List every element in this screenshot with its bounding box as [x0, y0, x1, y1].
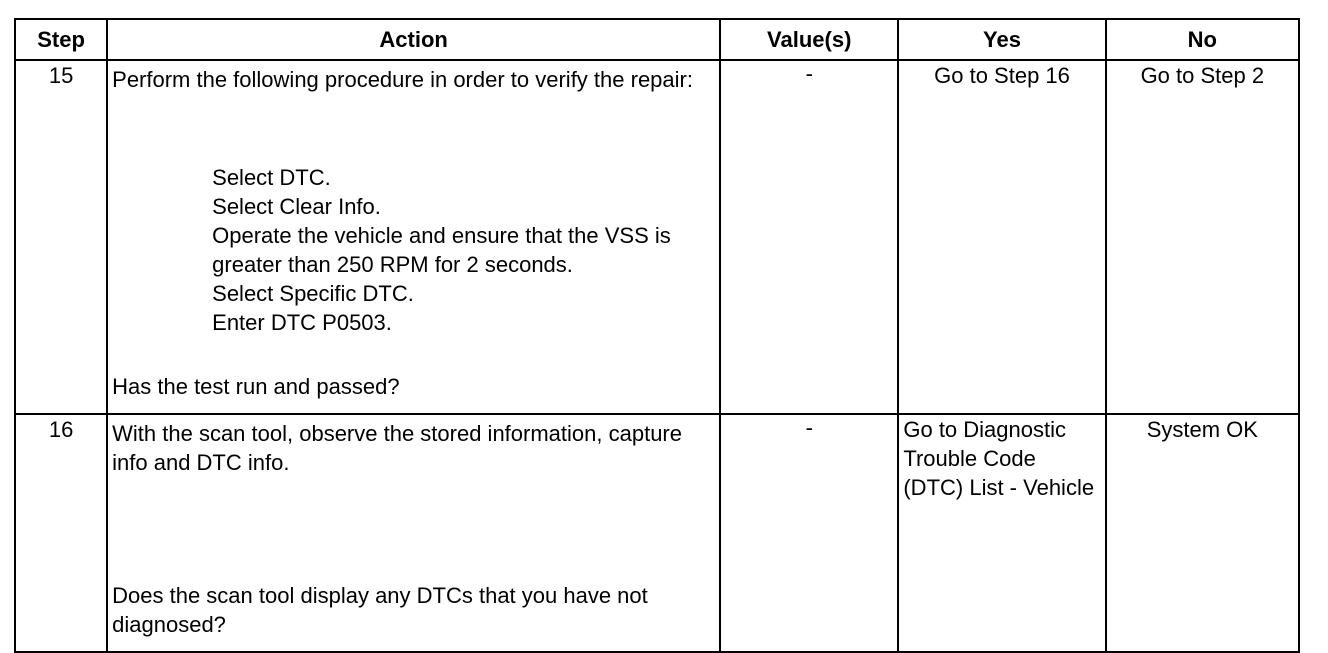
- procedure-step: Select Clear Info.: [212, 194, 381, 219]
- diagnostic-table: [14, 18, 1300, 653]
- value-text: -: [805, 61, 813, 86]
- header-yes: Yes: [898, 19, 1105, 60]
- value-cell: [720, 60, 898, 414]
- action-intro: With the scan tool, observe the stored information, capture info and DTC info.: [112, 421, 682, 475]
- action-intro: Perform the following procedure in order to verify the repair:: [112, 67, 693, 92]
- table-row-step-16: [15, 414, 1299, 652]
- action-cell: [107, 60, 720, 414]
- action-question: Does the scan tool display any DTCs that you have not diagnosed?: [112, 583, 648, 637]
- procedure-step: Select DTC.: [212, 165, 331, 190]
- step-number: 15: [15, 60, 107, 414]
- table-row-step-15: [15, 60, 1299, 414]
- yes-cell: Go to Step 16: [898, 60, 1105, 414]
- header-step: Step: [15, 19, 107, 60]
- header-values: Value(s): [720, 19, 898, 60]
- procedure-list: [212, 163, 712, 337]
- no-cell: System OK: [1106, 414, 1299, 652]
- step-number: 16: [15, 414, 107, 652]
- value-text: -: [805, 415, 813, 440]
- procedure-step: Operate the vehicle and ensure that the VSS is greater than 250 RPM for 2 seconds.: [212, 223, 671, 277]
- action-question: Has the test run and passed?: [112, 374, 400, 399]
- action-cell: [107, 414, 720, 652]
- value-cell: [720, 414, 898, 652]
- header-no: No: [1106, 19, 1299, 60]
- header-row: [15, 19, 1299, 60]
- procedure-step: Select Specific DTC.: [212, 281, 414, 306]
- header-action: Action: [107, 19, 720, 60]
- yes-cell: Go to Diagnostic Trouble Code (DTC) List - Vehicle: [898, 414, 1105, 652]
- procedure-step: Enter DTC P0503.: [212, 310, 392, 335]
- no-cell: Go to Step 2: [1106, 60, 1299, 414]
